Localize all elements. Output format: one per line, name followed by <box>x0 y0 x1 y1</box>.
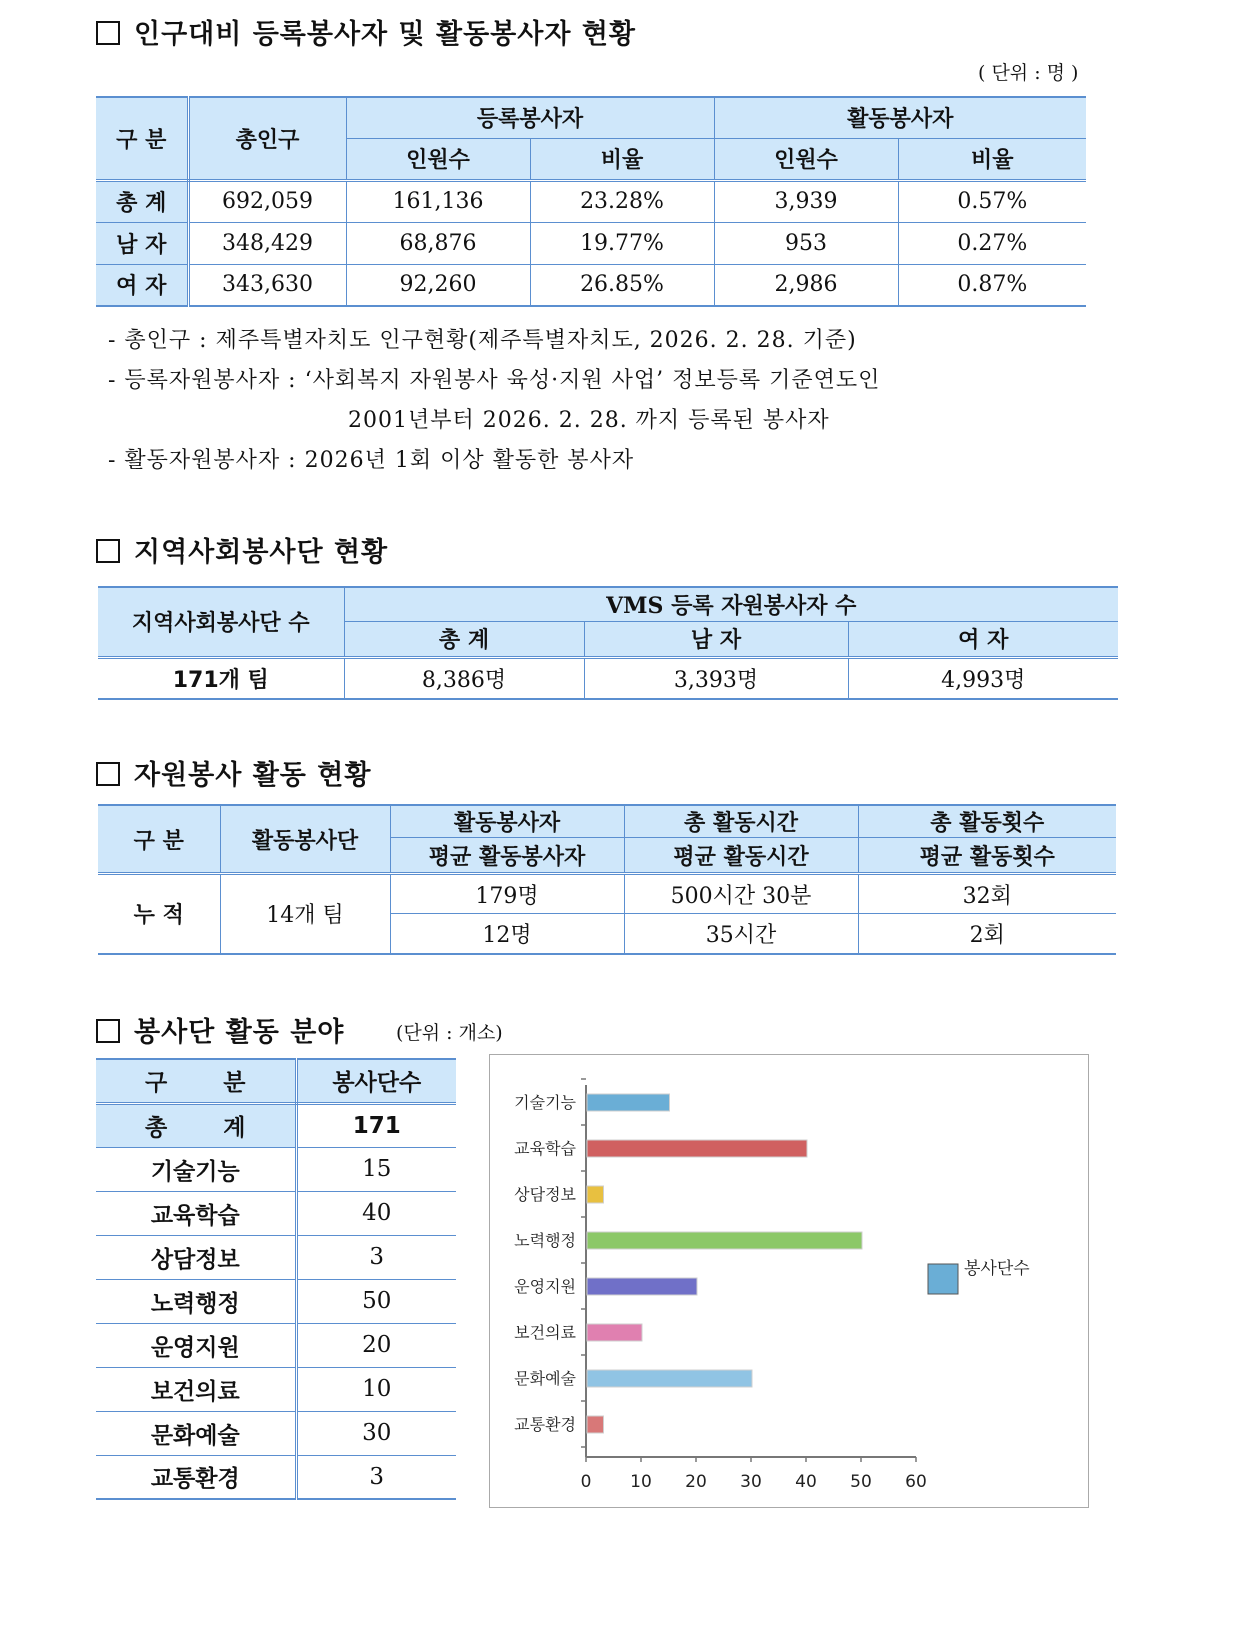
chart-category-label: 보건의료 <box>514 1323 576 1342</box>
cell-act-ratio: 0.27% <box>898 222 1086 264</box>
cell-total: 171 <box>296 1103 456 1147</box>
header-active: 활동봉사자 <box>714 97 1086 138</box>
row-label: 보건의료 <box>96 1367 296 1411</box>
table-row <box>98 874 1116 914</box>
checkbox-square-icon <box>96 21 120 45</box>
table-row <box>96 222 1086 264</box>
cell-reg-count: 68,876 <box>346 222 530 264</box>
chart-x-tick-label: 50 <box>850 1472 872 1492</box>
row-label: 교육학습 <box>96 1191 296 1235</box>
cell-value: 10 <box>296 1367 456 1411</box>
chart-category-label: 문화예술 <box>514 1369 576 1388</box>
cell-reg-count: 161,136 <box>346 180 530 222</box>
header-category: 구 분 <box>96 1059 296 1103</box>
chart-category-label: 노력행정 <box>514 1231 576 1250</box>
header-category: 구 분 <box>96 97 188 180</box>
cell-male: 3,393명 <box>584 657 848 699</box>
cell-reg-ratio: 19.77% <box>530 222 714 264</box>
note-registered-cont: 2001년부터 2026. 2. 28. 까지 등록된 봉사자 <box>348 408 830 433</box>
row-label: 기술기능 <box>96 1147 296 1191</box>
header-category: 구 분 <box>98 805 220 874</box>
chart-bar <box>587 1186 604 1203</box>
chart-x-tick-label: 0 <box>580 1472 592 1492</box>
cell-reg-ratio: 23.28% <box>530 180 714 222</box>
chart-bar <box>587 1232 862 1249</box>
section1-title-text: 인구대비 등록봉사자 및 활동봉사자 현황 <box>134 19 636 50</box>
cell-teams: 171개 팀 <box>98 657 344 699</box>
cell-act-ratio: 0.87% <box>898 264 1086 306</box>
volunteer-activity-table <box>98 804 1116 955</box>
checkbox-square-icon <box>96 762 120 786</box>
note-active: - 활동자원봉사자 : 2026년 1회 이상 활동한 봉사자 <box>108 448 635 473</box>
activity-field-table <box>96 1058 456 1500</box>
header-teams: 지역사회봉사단 수 <box>98 587 344 657</box>
note-registered: - 등록자원봉사자 : ‘사회복지 자원봉사 육성·지원 사업’ 정보등록 기준연도인 <box>108 368 881 393</box>
header-act-count: 인원수 <box>714 138 898 180</box>
header-hours: 총 활동시간 <box>624 805 858 838</box>
cell-reg-ratio: 26.85% <box>530 264 714 306</box>
header-times: 총 활동횟수 <box>858 805 1116 838</box>
cell-act-count: 2,986 <box>714 264 898 306</box>
cell-groups: 14개 팀 <box>220 874 390 954</box>
chart-bar <box>587 1324 642 1341</box>
chart-category-label: 기술기능 <box>514 1093 576 1112</box>
cell-act-count: 953 <box>714 222 898 264</box>
chart-x-tick-label: 40 <box>795 1472 817 1492</box>
table-row <box>96 1367 456 1411</box>
cell-volunteers: 179명 <box>390 874 624 914</box>
population-volunteer-table <box>96 96 1086 307</box>
table-row <box>96 1147 456 1191</box>
checkbox-square-icon <box>96 539 120 563</box>
header-act-ratio: 비율 <box>898 138 1086 180</box>
cell-avg-volunteers: 12명 <box>390 914 624 954</box>
cell-value: 30 <box>296 1411 456 1455</box>
chart-bar <box>587 1140 807 1157</box>
header-avg-hours: 평균 활동시간 <box>624 838 858 874</box>
row-label: 남 자 <box>96 222 188 264</box>
cell-reg-count: 92,260 <box>346 264 530 306</box>
row-label-total: 총 계 <box>96 1103 296 1147</box>
section2-title-text: 지역사회봉사단 현황 <box>134 537 389 568</box>
table-row <box>96 1323 456 1367</box>
row-label: 여 자 <box>96 264 188 306</box>
chart-bar <box>587 1370 752 1387</box>
chart-x-tick-label: 20 <box>685 1472 707 1492</box>
header-female: 여 자 <box>848 621 1118 657</box>
cell-value: 3 <box>296 1455 456 1499</box>
section1-unit: ( 단위 : 명 ) <box>978 62 1079 84</box>
cell-value: 40 <box>296 1191 456 1235</box>
table-row <box>96 1455 456 1499</box>
header-volunteers: 활동봉사자 <box>390 805 624 838</box>
section4-unit: (단위 : 개소) <box>396 1022 503 1044</box>
header-registered: 등록봉사자 <box>346 97 714 138</box>
chart-x-tick-label: 60 <box>905 1472 927 1492</box>
header-total-pop: 총인구 <box>188 97 346 180</box>
cell-total: 8,386명 <box>344 657 584 699</box>
row-label: 문화예술 <box>96 1411 296 1455</box>
chart-category-label: 운영지원 <box>514 1277 576 1296</box>
header-total: 총 계 <box>344 621 584 657</box>
header-male: 남 자 <box>584 621 848 657</box>
cell-act-count: 3,939 <box>714 180 898 222</box>
table-row <box>96 1235 456 1279</box>
section3-title <box>96 753 371 792</box>
row-label: 상담정보 <box>96 1235 296 1279</box>
cell-hours: 500시간 30분 <box>624 874 858 914</box>
cell-act-ratio: 0.57% <box>898 180 1086 222</box>
cell-pop: 348,429 <box>188 222 346 264</box>
row-label: 총 계 <box>96 180 188 222</box>
chart-legend-swatch <box>928 1264 958 1294</box>
chart-category-label: 상담정보 <box>514 1185 576 1204</box>
cell-value: 20 <box>296 1323 456 1367</box>
header-reg-count: 인원수 <box>346 138 530 180</box>
section1-title <box>96 12 636 51</box>
table-row <box>96 180 1086 222</box>
header-avg-volunteers: 평균 활동봉사자 <box>390 838 624 874</box>
cell-avg-times: 2회 <box>858 914 1116 954</box>
cell-value: 3 <box>296 1235 456 1279</box>
chart-x-tick-label: 10 <box>630 1472 652 1492</box>
chart-category-label: 교육학습 <box>514 1139 576 1158</box>
header-avg-times: 평균 활동횟수 <box>858 838 1116 874</box>
table-row <box>96 1411 456 1455</box>
chart-bar <box>587 1094 670 1111</box>
header-groups: 활동봉사단 <box>220 805 390 874</box>
cell-value: 50 <box>296 1279 456 1323</box>
section2-title <box>96 530 388 569</box>
row-label: 운영지원 <box>96 1323 296 1367</box>
table-row <box>96 1103 456 1147</box>
chart-legend-label: 봉사단수 <box>964 1259 1030 1279</box>
cell-pop: 343,630 <box>188 264 346 306</box>
section4-title <box>96 1010 344 1049</box>
table-row <box>96 264 1086 306</box>
row-label: 노력행정 <box>96 1279 296 1323</box>
note-total-pop: - 총인구 : 제주특별자치도 인구현황(제주특별자치도, 2026. 2. 28. 기준) <box>108 328 857 353</box>
cell-avg-hours: 35시간 <box>624 914 858 954</box>
row-label: 교통환경 <box>96 1455 296 1499</box>
cell-pop: 692,059 <box>188 180 346 222</box>
chart-x-tick-label: 30 <box>740 1472 762 1492</box>
header-vms: VMS 등록 자원봉사자 수 <box>344 587 1118 621</box>
header-reg-ratio: 비율 <box>530 138 714 180</box>
section3-title-text: 자원봉사 활동 현황 <box>134 760 372 791</box>
table-row <box>98 657 1118 699</box>
chart-frame <box>489 1054 1089 1508</box>
header-count: 봉사단수 <box>296 1059 456 1103</box>
cell-value: 15 <box>296 1147 456 1191</box>
table-row <box>96 1279 456 1323</box>
chart-category-label: 교통환경 <box>514 1415 576 1434</box>
section4-title-text: 봉사단 활동 분야 <box>134 1017 345 1048</box>
community-group-table <box>98 586 1118 700</box>
chart-bar <box>587 1278 697 1295</box>
cell-times: 32회 <box>858 874 1116 914</box>
chart-bar <box>587 1416 604 1433</box>
table-row <box>96 1191 456 1235</box>
cell-female: 4,993명 <box>848 657 1118 699</box>
row-label: 누 적 <box>98 874 220 954</box>
checkbox-square-icon <box>96 1019 120 1043</box>
field-bar-chart <box>490 1055 1088 1507</box>
